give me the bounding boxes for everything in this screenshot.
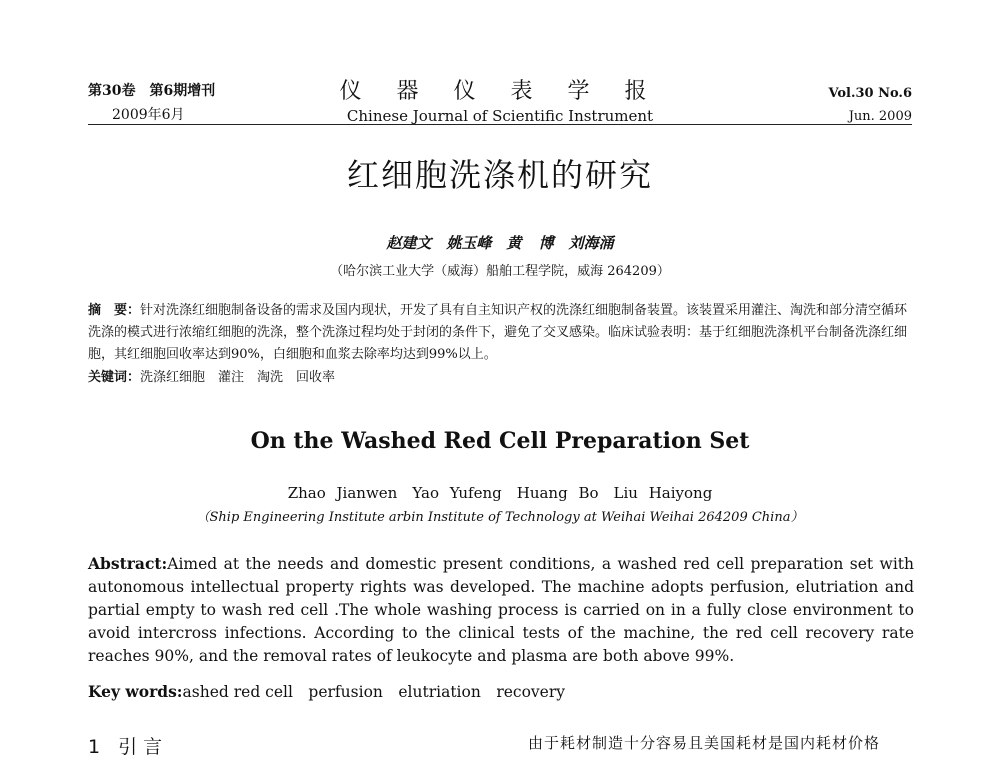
abstract-cn-label: 摘 要：	[88, 303, 141, 318]
volume-en: Vol.30 No.6	[828, 86, 912, 101]
keywords-en-label: Key words:	[88, 682, 183, 701]
abstract-en	[88, 552, 914, 668]
keywords-cn	[88, 366, 335, 385]
section-title: 引 言	[118, 736, 163, 758]
affiliation-cn: （哈尔滨工业大学（威海）船舶工程学院，威海 264209）	[330, 264, 670, 279]
abstract-cn	[88, 300, 914, 366]
section-number: 1	[88, 736, 101, 758]
journal-title-cn: 仪 器 仪 表 学 报	[339, 79, 661, 104]
keywords-cn-label: 关键词：	[88, 370, 141, 385]
journal-title-en: Chinese Journal of Scientific Instrument	[346, 107, 654, 125]
authors-cn: 赵建文 姚玉峰 黄 博 刘海涌	[386, 234, 614, 252]
volume-issue: 第30卷 第6期增刊	[88, 83, 216, 99]
abstract-en-text: Aimed at the needs and domestic present conditions, a washed red cell preparation set with autonomous intellectual property rights was developed. The machine adopts perfusion, elutriation and partial empty to wash red cell .The whole washing process is carried on in a fully close environment to avoid intercross infections. According to the clinical tests of the machine, the red cell recovery rate reaches 90%, and the removal rates of leukocyte and plasma are both above 99%.	[88, 555, 914, 665]
affiliation-en: （Ship Engineering Institute arbin Institute of Technology at Weihai Weihai 264209 China）	[196, 510, 804, 525]
authors-en: Zhao Jianwen Yao Yufeng Huang Bo Liu Haiyong	[287, 484, 713, 502]
article-title-en: On the Washed Red Cell Preparation Set	[250, 428, 750, 454]
running-header-right	[828, 86, 912, 124]
article-title-cn: 红细胞洗涤机的研究	[346, 156, 653, 194]
section-heading	[88, 732, 162, 759]
publication-date: 2009年6月	[112, 107, 185, 123]
date-en: Jun. 2009	[848, 109, 912, 124]
keywords-cn-text: 洗涤红细胞 灌注 淘洗 回收率	[140, 370, 336, 385]
header-rule	[88, 124, 912, 125]
right-column-text: 由于耗材制造十分容易且美国耗材是国内耗材价格	[528, 734, 881, 752]
abstract-cn-text: 针对洗涤红细胞制备设备的需求及国内现状，开发了具有自主知识产权的洗涤红细胞制备装置。该装置采用灌注、淘洗和部分清空循环洗涤的模式进行浓缩红细胞的洗涤，整个洗涤过程均处于封闭的条件下，避免了交叉感染。临床试验表明：基于红细胞洗涤机平台制备洗涤红细胞，其红细胞回收率达到90%，白细胞和血浆去除率均达到99%以上。	[88, 303, 908, 362]
keywords-en	[88, 680, 565, 702]
keywords-en-text: ashed red cell perfusion elutriation recovery	[182, 683, 566, 701]
abstract-en-label: Abstract:	[88, 554, 168, 573]
